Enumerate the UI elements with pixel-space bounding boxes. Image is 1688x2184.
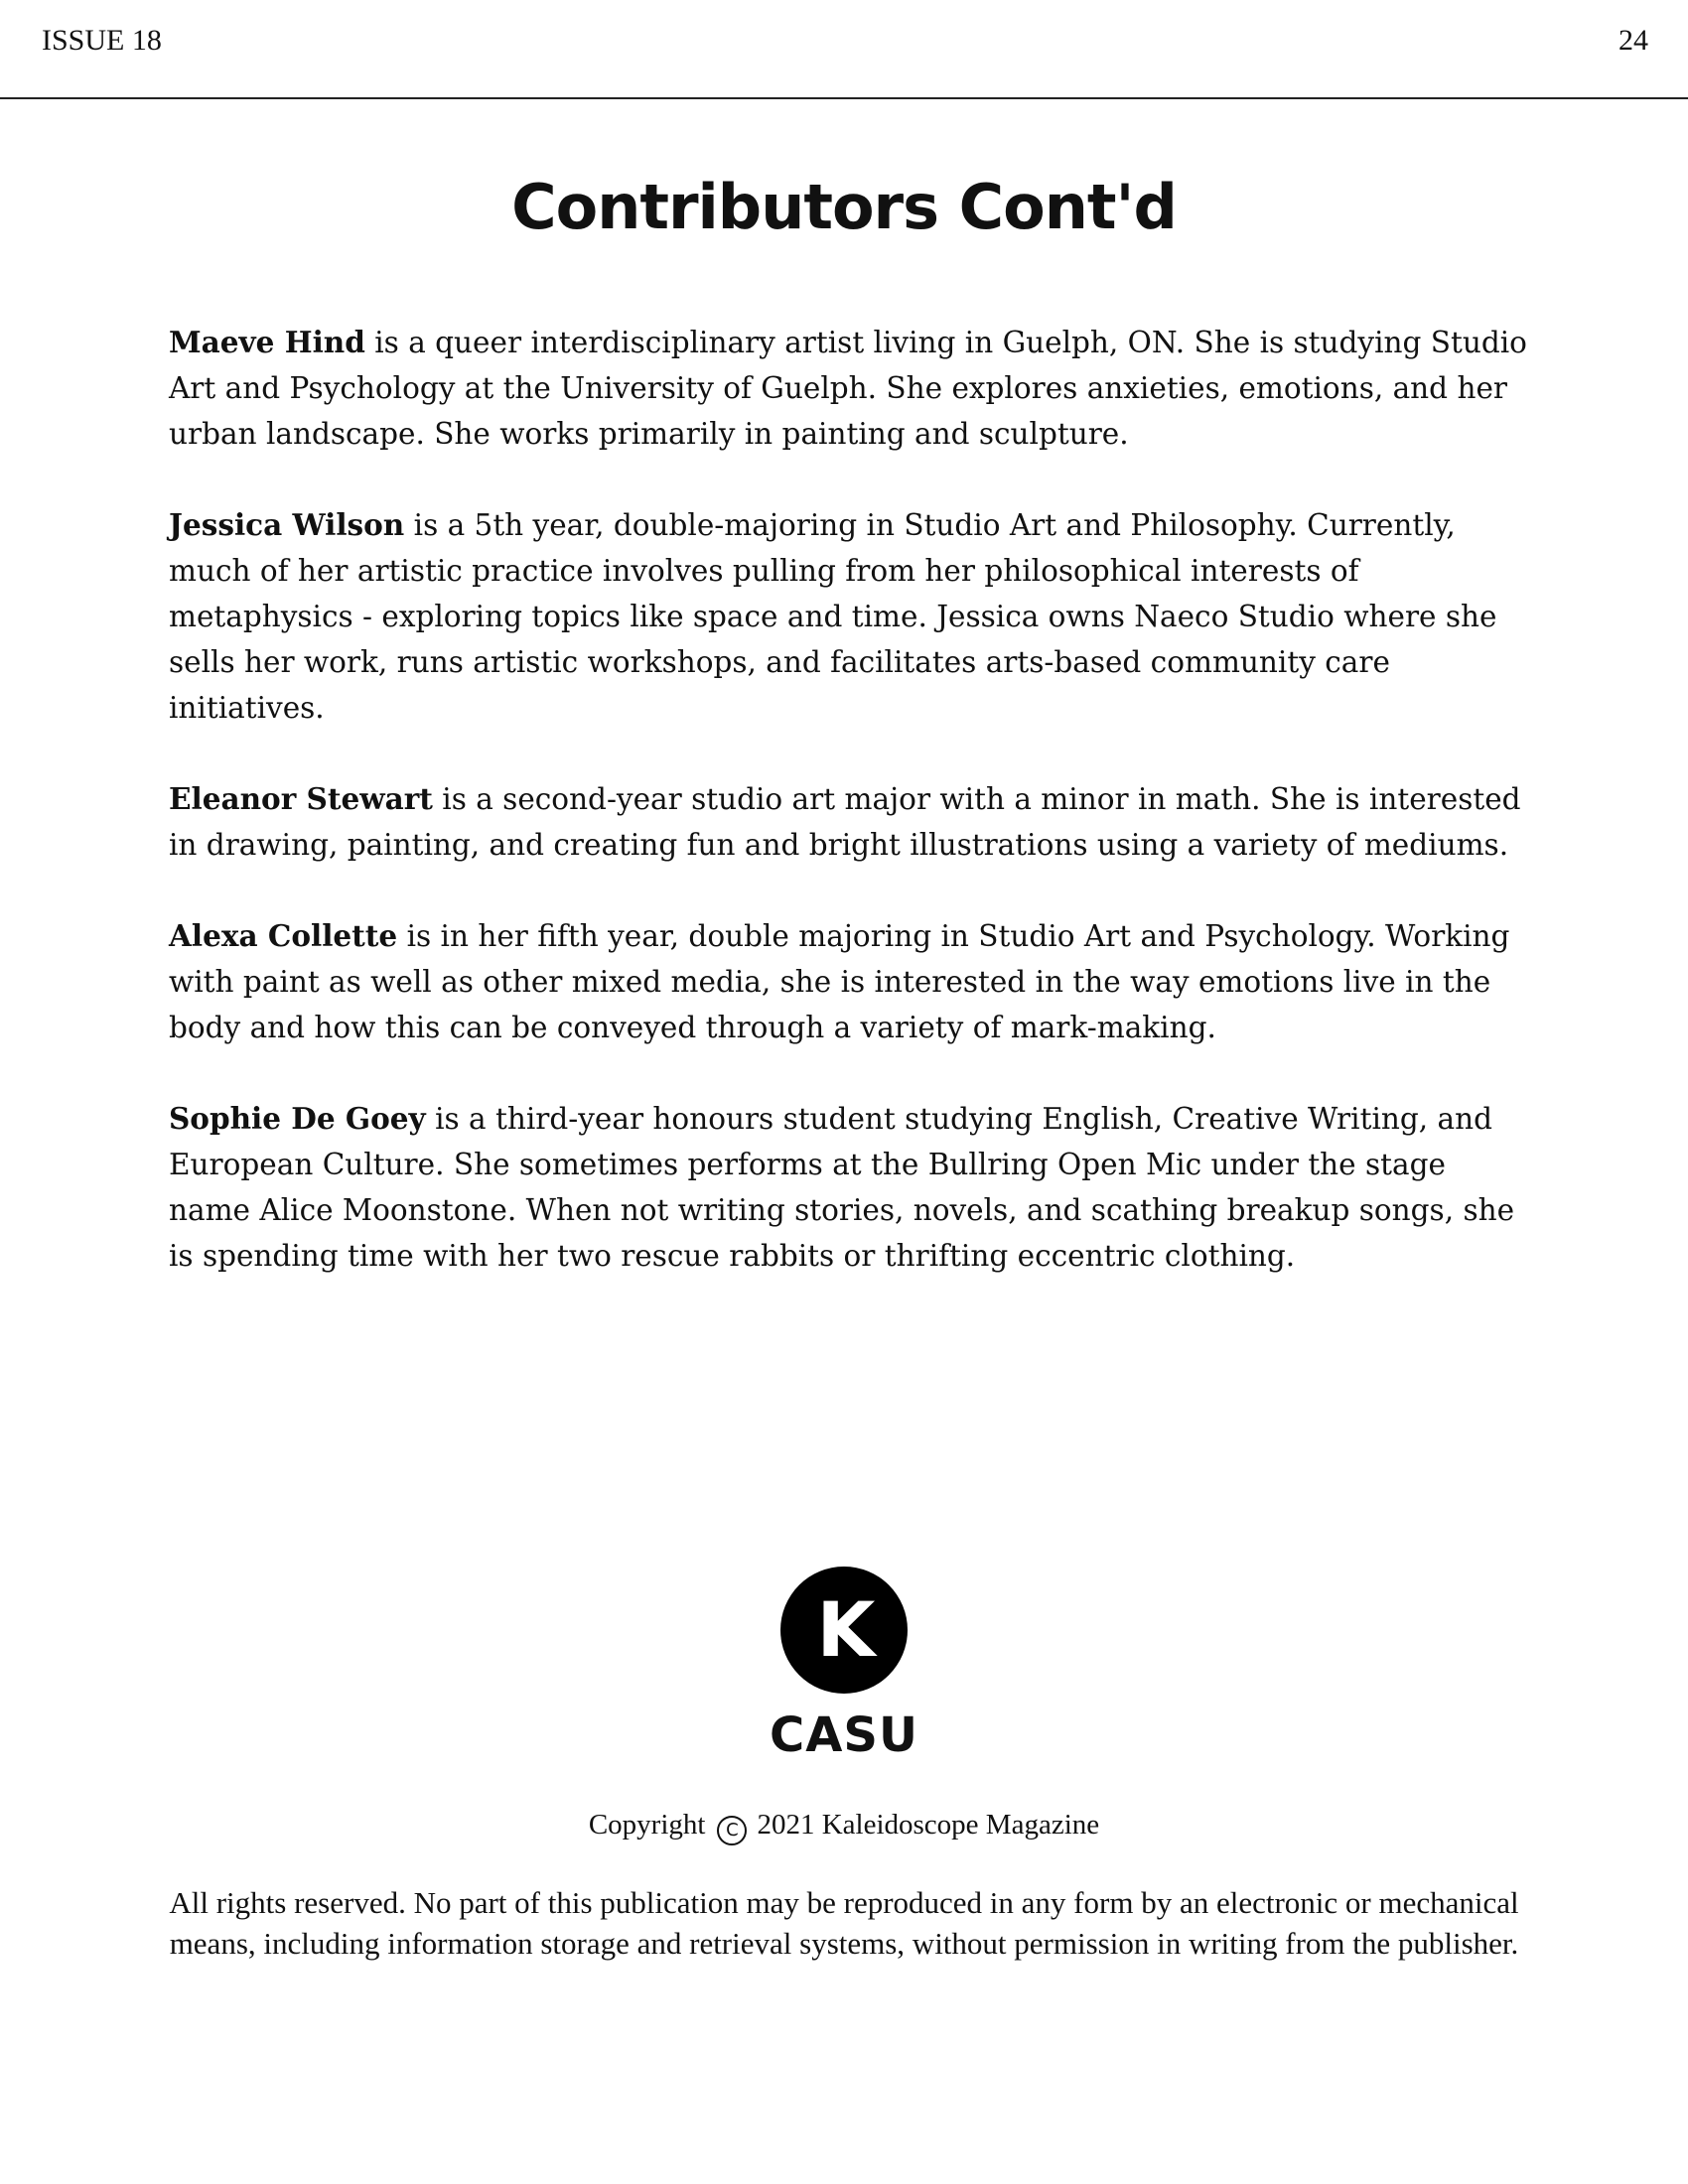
copyright-label: Copyright	[588, 1809, 706, 1841]
bio-text: is a 5th year, double-majoring in Studio Art and Philosophy. Currently, much of her artistic practice involves pulling from her philosophical interests of metaphysics - exploring topics like space and time. Jessica owns Naeco Studio where she sells her work, runs artistic workshops, and facilitates arts-based community care initiatives.	[169, 508, 1497, 725]
bio-name: Maeve Hind	[169, 325, 365, 359]
bio-maeve-hind	[169, 320, 1529, 457]
contributor-bios	[169, 320, 1529, 1324]
k-logo-letter: K	[816, 1585, 876, 1674]
bio-name: Eleanor Stewart	[169, 781, 433, 816]
bio-jessica-wilson	[169, 502, 1529, 731]
bio-text: is in her fifth year, double majoring in Studio Art and Psychology. Working with paint as well as other mixed media, she is interested in the way emotions live in the body and how this can be conveyed through a variety of mark-making.	[169, 919, 1510, 1044]
bio-eleanor-stewart	[169, 776, 1529, 868]
bio-text: is a third-year honours student studying English, Creative Writing, and European Culture. She sometimes performs at the Bullring Open Mic under the stage name Alice Moonstone. When not writing stories, novels, and scathing breakup songs, she is spending time with her two rescue rabbits or thrifting eccentric clothing.	[169, 1102, 1515, 1273]
page-header	[0, 0, 1688, 99]
bio-alexa-collette	[169, 913, 1529, 1050]
bio-name: Jessica Wilson	[169, 507, 405, 542]
copyright-icon: C	[717, 1816, 747, 1845]
bio-name: Alexa Collette	[169, 918, 398, 953]
page-number: 24	[1618, 24, 1648, 57]
copyright-line	[0, 1809, 1688, 1845]
rights-statement: All rights reserved. No part of this publication may be reproduced in any form by an electronic or mechanical means, including information storage and retrieval systems, without permission in writing from the publisher.	[169, 1885, 1519, 1961]
issue-label: ISSUE 18	[42, 24, 162, 57]
copyright-owner: 2021 Kaleidoscope Magazine	[757, 1809, 1100, 1841]
bio-name: Sophie De Goey	[169, 1101, 426, 1136]
bio-sophie-de-goey	[169, 1096, 1529, 1279]
page-title: Contributors Cont'd	[511, 171, 1177, 243]
bio-text: is a second-year studio art major with a minor in math. She is interested in drawing, painting, and creating fun and bright illustrations using a variety of mediums.	[169, 782, 1521, 862]
kaleidoscope-logo-icon	[780, 1567, 908, 1694]
logo-block	[0, 1567, 1688, 1763]
bio-text: is a queer interdisciplinary artist living in Guelph, ON. She is studying Studio Art and Psychology at the University of Guelph. She explores anxieties, emotions, and her urban landscape. She works primarily in painting and sculpture.	[169, 326, 1527, 451]
casu-logo: CASU	[770, 1707, 918, 1763]
